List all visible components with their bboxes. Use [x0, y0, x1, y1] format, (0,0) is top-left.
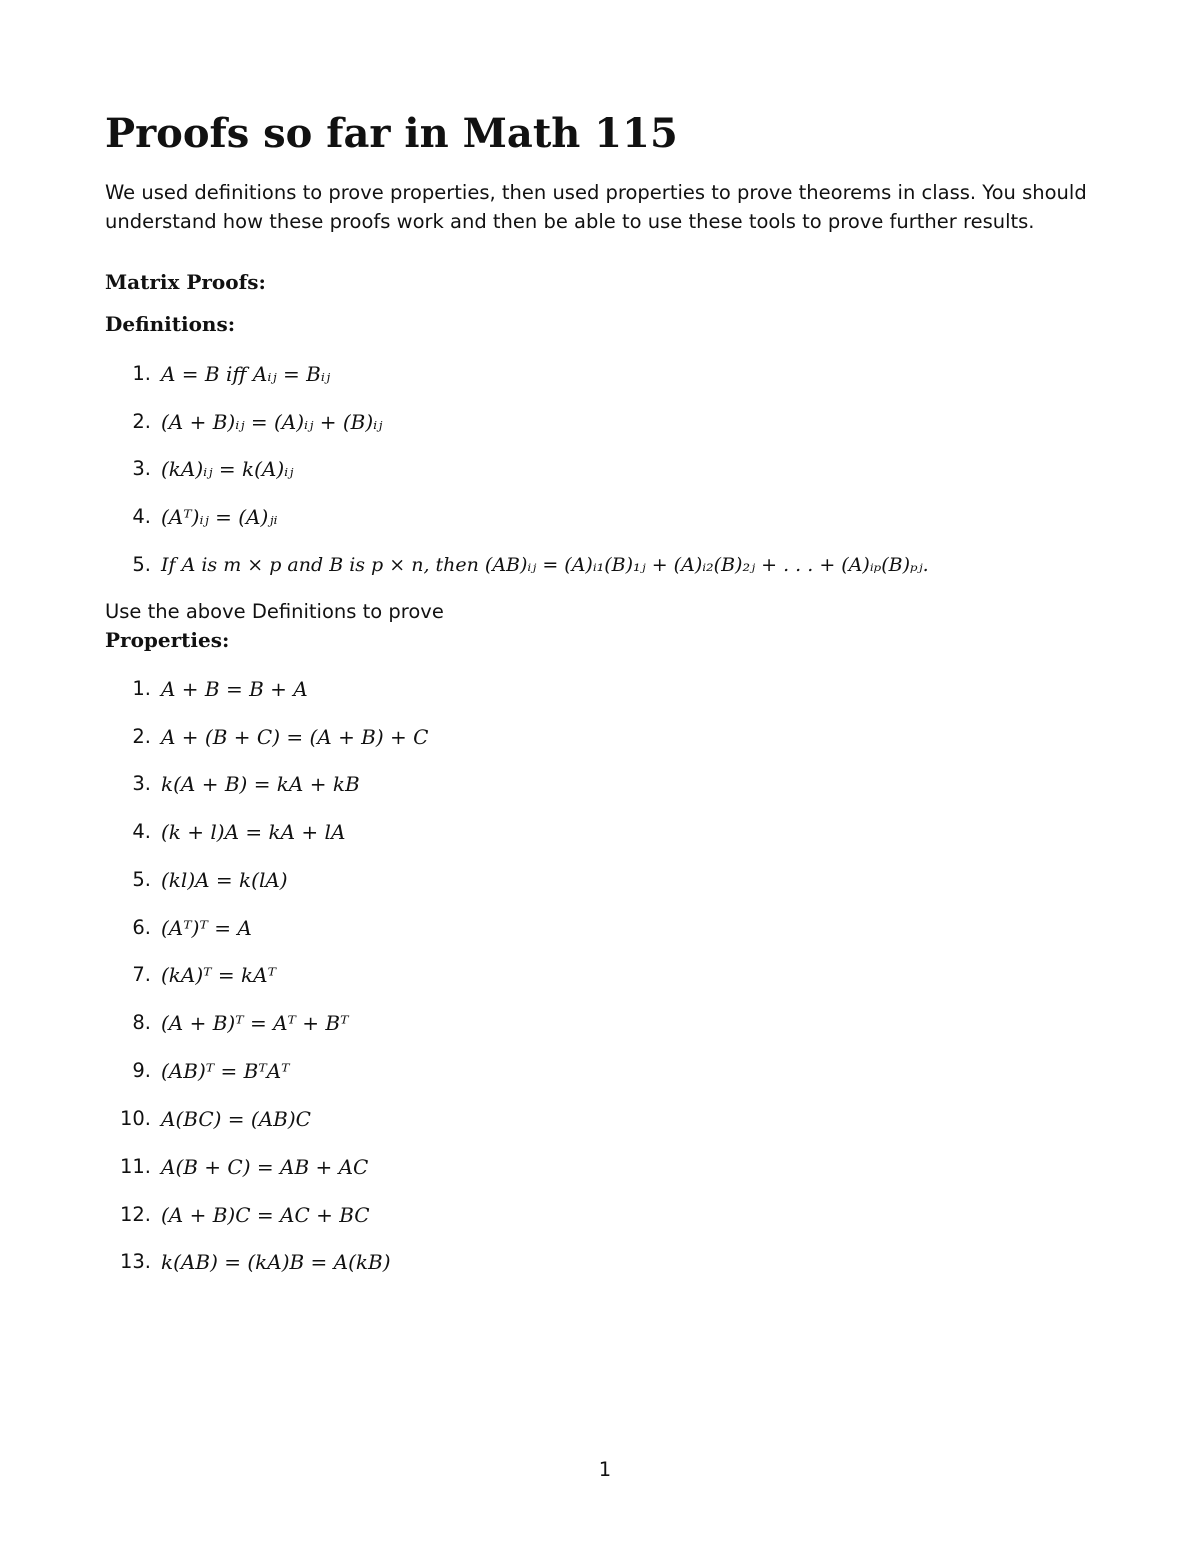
property-number: 12. [119, 1203, 151, 1226]
intro-paragraph: We used definitions to prove properties, then used properties to prove theorems in class. You should understand how these proofs work and then be able to use these tools to prove further results. [105, 181, 1087, 233]
property-number: 7. [132, 963, 151, 986]
definition-item [0, 549, 1120, 581]
definition-item [0, 406, 1120, 438]
property-expression: k(AB) = (kA)B = A(kB) [161, 1250, 391, 1274]
page-title: Proofs so far in Math 115 [105, 110, 678, 157]
property-item [0, 721, 1120, 753]
property-number: 2. [132, 725, 151, 748]
property-item [0, 959, 1120, 991]
property-number: 5. [132, 868, 151, 891]
property-item [0, 673, 1120, 705]
property-expression: A + (B + C) = (A + B) + C [161, 725, 429, 749]
page-number: 1 [598, 1458, 612, 1481]
definition-number: 1. [132, 362, 151, 385]
property-expression: (A + B)ᵀ = Aᵀ + Bᵀ [161, 1011, 349, 1035]
property-number: 11. [119, 1155, 151, 1178]
definition-number: 5. [132, 553, 151, 576]
property-expression: (k + l)A = kA + lA [161, 820, 346, 844]
property-number: 3. [132, 772, 151, 795]
property-item [0, 1151, 1120, 1183]
definition-number: 3. [132, 457, 151, 480]
property-item [0, 1246, 1120, 1278]
property-expression: (A + B)C = AC + BC [161, 1203, 370, 1227]
property-number: 6. [132, 916, 151, 939]
property-expression: (kA)ᵀ = kAᵀ [161, 963, 276, 987]
definition-expression: (kA)ᵢⱼ = k(A)ᵢⱼ [161, 457, 294, 481]
property-number: 8. [132, 1011, 151, 1034]
property-expression: A(B + C) = AB + AC [161, 1155, 369, 1179]
property-item [0, 768, 1120, 800]
property-item [0, 1199, 1120, 1231]
property-item [0, 1055, 1120, 1087]
definition-expression: A = B iff Aᵢⱼ = Bᵢⱼ [161, 362, 331, 386]
property-item [0, 1103, 1120, 1135]
property-item [0, 816, 1120, 848]
property-item [0, 1007, 1120, 1039]
matrix-proofs-heading: Matrix Proofs: [105, 270, 266, 294]
property-item [0, 912, 1120, 944]
property-number: 1. [132, 677, 151, 700]
definition-item [0, 358, 1120, 390]
definition-number: 2. [132, 410, 151, 433]
property-number: 4. [132, 820, 151, 843]
property-expression: A(BC) = (AB)C [161, 1107, 311, 1131]
definitions-heading: Definitions: [105, 312, 236, 336]
property-expression: (kl)A = k(lA) [161, 868, 288, 892]
definition-number: 4. [132, 505, 151, 528]
property-expression: A + B = B + A [161, 677, 308, 701]
property-item [0, 864, 1120, 896]
properties-heading: Properties: [105, 628, 230, 652]
property-expression: (AB)ᵀ = BᵀAᵀ [161, 1059, 290, 1083]
property-expression: k(A + B) = kA + kB [161, 772, 360, 796]
transition-text: Use the above Definitions to prove [105, 600, 444, 623]
definition-expression: If A is m × p and B is p × n, then (AB)ᵢⱼ = (A)ᵢ₁(B)₁ⱼ + (A)ᵢ₂(B)₂ⱼ + . . . + (A)ᵢₚ(B)ₚⱼ. [161, 554, 929, 576]
property-expression: (Aᵀ)ᵀ = A [161, 916, 252, 940]
property-number: 9. [132, 1059, 151, 1082]
property-number: 10. [119, 1107, 151, 1130]
property-number: 13. [119, 1250, 151, 1273]
definition-item [0, 501, 1120, 533]
definition-expression: (Aᵀ)ᵢⱼ = (A)ⱼᵢ [161, 505, 278, 529]
definition-expression: (A + B)ᵢⱼ = (A)ᵢⱼ + (B)ᵢⱼ [161, 410, 383, 434]
definition-item [0, 453, 1120, 485]
